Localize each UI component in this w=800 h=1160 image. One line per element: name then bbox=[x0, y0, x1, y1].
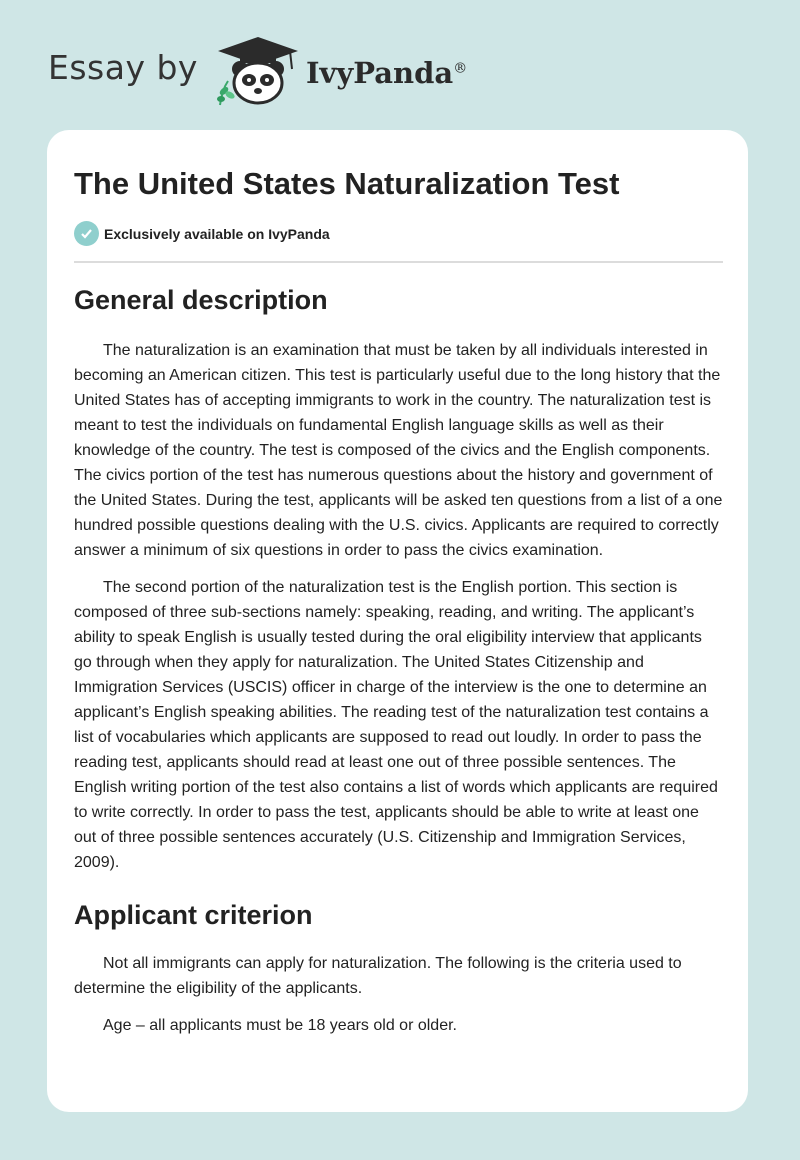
article-body bbox=[74, 282, 724, 1050]
section-heading: Applicant criterion bbox=[74, 900, 313, 930]
site-header bbox=[48, 36, 467, 106]
badge-text: Exclusively available on IvyPanda bbox=[104, 225, 330, 242]
check-icon bbox=[74, 221, 99, 246]
page-title: The United States Naturalization Test bbox=[74, 166, 620, 201]
paragraph: The naturalization is an examination that must be taken by all individuals interested in becoming an American citizen. This test is particularly useful due to the long history that the United States has of accepting immigrants to work in the country. The naturalization test is meant to test the individuals on fundamental English language skills as well as their knowledge of the country. The test is composed of the civics and the English components. The civics portion of the test has numerous questions about the history and government of the United States. During the test, applicants will be asked ten questions from a list of a one hundred possible questions dealing with the U.S. civics. Applicants are required to correctly answer a minimum of six questions in order to pass the civics examination. bbox=[74, 342, 723, 559]
paragraph: Age – all applicants must be 18 years old or older. bbox=[103, 1017, 457, 1034]
paragraph: Not all immigrants can apply for naturalization. The following is the criteria used to determine the eligibility of the applicants. bbox=[74, 955, 682, 997]
brand-name: IvyPanda® bbox=[305, 56, 468, 90]
exclusive-badge bbox=[74, 221, 330, 246]
section-applicant-criterion bbox=[74, 897, 724, 1038]
article-card bbox=[47, 130, 748, 1112]
paragraph: The second portion of the naturalization test is the English portion. This section is composed of three sub-sections namely: speaking, reading, and writing. The applicant’s ability to speak English is usually tested during the oral eligibility interview that applicants go through when they apply for naturalization. The United States Citizenship and Immigration Services (USCIS) officer in charge of the interview is the one to determine an applicant’s English speaking abilities. The reading test of the naturalization test contains a list of vocabularies which applicants are supposed to read out loudly. In order to pass the reading test, applicants should read at least one out of three possible sentences. The English writing portion of the test also contains a list of words which applicants are required to write correctly. In order to pass the test, applicants should be able to write at least one out of three possible sentences accurately (U.S. Citizenship and Immigration Services, 2009). bbox=[74, 579, 718, 871]
section-general-description bbox=[74, 282, 724, 875]
title-divider bbox=[74, 261, 723, 263]
panda-graduate-logo-icon bbox=[212, 35, 304, 107]
section-heading: General description bbox=[74, 285, 328, 315]
brand-prefix: Essay by bbox=[48, 47, 198, 87]
